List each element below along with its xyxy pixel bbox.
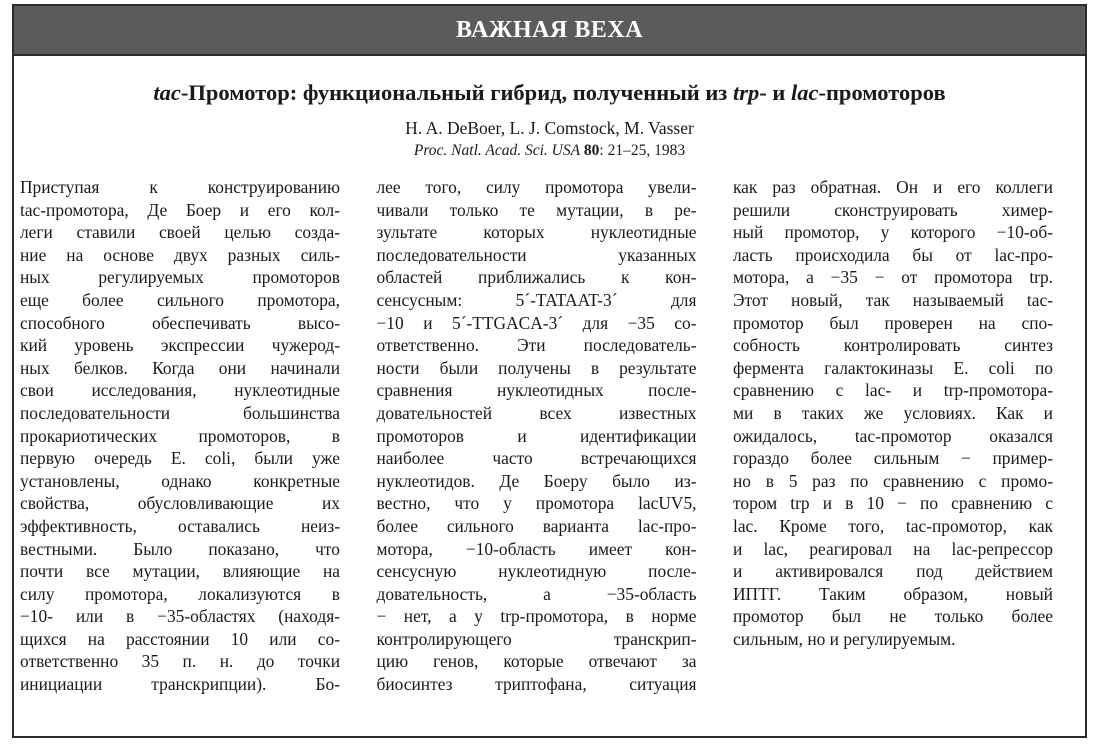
text-line: Этот новый, так называемый tac- [733, 289, 1053, 310]
column-3 [733, 176, 1053, 696]
text-line: контролирующего транскрип- [376, 628, 697, 649]
text-line: сенсусную нуклеотидную после- [376, 561, 697, 582]
text-line: нуклеотидов. Де Боеру было из- [376, 470, 697, 491]
column-2 [377, 176, 697, 696]
text-line: свойства, обусловливающие их [20, 493, 340, 514]
text-line: lac. Кроме того, tac-промотор, как [733, 515, 1053, 536]
text-line: прокариотических промоторов, в [20, 425, 340, 446]
authors: H. A. DeBoer, L. J. Comstock, M. Vasser [405, 117, 694, 138]
text-line: биосинтез триптофана, ситуация [376, 674, 697, 695]
text-line: наиболее часто встречающихся [376, 448, 697, 469]
text-line: промотор был проверен на спо- [733, 312, 1053, 333]
text-line: фермента галактокиназы E. coli по [733, 357, 1053, 378]
text-line: ности были получены в результате [376, 357, 697, 378]
text-line: решили сконструировать химер- [733, 199, 1053, 220]
text-line: ласть происходила бы от lac-про- [733, 244, 1053, 265]
text-line: ми в таких же условиях. Как и [733, 402, 1053, 423]
text-line: Приступая к конструированию [20, 177, 340, 197]
text-line: tac-промотора, Де Боер и его кол- [20, 199, 340, 220]
text-line: силу промотора, локализуются в [20, 583, 340, 604]
column-1 [20, 176, 340, 696]
text-line: сравнению с lac- и trp-промотора- [733, 380, 1053, 401]
text-line: еще более сильного промотора, [20, 289, 340, 310]
text-line: чивали только те мутации, в ре- [376, 199, 697, 220]
text-line: ных регулируемых промоторов [20, 267, 340, 288]
text-line: кий уровень экспрессии чужерод- [20, 335, 340, 356]
text-line: но в 5 раз по сравнению с промо- [733, 470, 1053, 491]
text-line: зультате которых нуклеотидные [376, 222, 697, 243]
text-line: более сильного варианта lac-про- [376, 515, 697, 536]
text-line: почти все мутации, влияющие на [20, 561, 340, 582]
text-line: вестными. Было показано, что [20, 538, 340, 559]
text-line: ных белков. Когда они начинали [20, 357, 340, 378]
title-text-1: -Промотор: функциональный гибрид, полученный из [180, 80, 733, 105]
text-line: цию генов, которые отвечают за [376, 651, 697, 672]
text-line: инициации транскрипции). Бо- [20, 674, 340, 695]
text-line: ответственно. Эти последователь- [376, 335, 697, 356]
milestone-banner [14, 6, 1085, 56]
text-line: установлены, однако конкретные [20, 470, 340, 491]
citation [14, 143, 1085, 159]
text-line: эффективность, оставались неиз- [20, 515, 340, 536]
title-trp: trp [732, 80, 760, 105]
text-line: −10- или в −35-областях (находя- [20, 606, 340, 627]
text-line: щихся на расстоянии 10 или со- [20, 628, 340, 649]
journal-pages: : 21–25, 1983 [599, 142, 686, 159]
text-line: свои исследования, нуклеотидные [20, 380, 340, 401]
text-line: ный промотор, у которого −10-об- [733, 222, 1053, 243]
text-line: мотора, −10-область имеет кон- [376, 538, 697, 559]
text-line: лее того, силу промотора увели- [376, 177, 697, 197]
text-line: ожидалось, tac-промотор оказался [733, 425, 1053, 446]
text-line: собность контролировать синтез [733, 335, 1053, 356]
journal-name: Proc. Natl. Acad. Sci. USA [413, 142, 581, 159]
text-line: тором trp и в 10 − по сравнению с [733, 493, 1053, 514]
text-line: − нет, а у trp-промотора, в норме [376, 606, 697, 627]
text-line: ответственно 35 п. н. до точки [20, 651, 340, 672]
text-line: мотора, а −35 − от промотора trp. [733, 267, 1053, 288]
title-lac: lac [790, 80, 819, 105]
text-line: сравнения нуклеотидных после- [376, 380, 697, 401]
text-line: ние на основе двух разных силь- [20, 244, 340, 265]
text-line: довательность, а −35-область [376, 583, 697, 604]
text-line: способного обеспечивать высо- [20, 312, 340, 333]
title-text-3: -промоторов [818, 80, 946, 105]
text-line: гораздо более сильным − пример- [733, 448, 1053, 469]
article-title [14, 82, 1085, 105]
title-text-2: - и [759, 80, 791, 105]
text-line: последовательности большинства [20, 402, 340, 423]
text-line: леги ставили своей целью созда- [20, 222, 340, 243]
journal-volume: 80 [583, 142, 600, 159]
text-line: ИПТГ. Таким образом, новый [733, 583, 1053, 604]
banner-text: ВАЖНАЯ ВЕХА [455, 16, 644, 43]
text-line: сенсусным: 5´-TATAAT-3´ для [376, 289, 697, 310]
text-line: и активировался под действием [733, 561, 1053, 582]
text-line: областей приближались к кон- [376, 267, 697, 288]
body-columns [20, 176, 1053, 696]
text-line: как раз обратная. Он и его коллеги [733, 177, 1053, 197]
text-line: −10 и 5´-TTGACA-3´ для −35 со- [376, 312, 697, 333]
text-line: довательностей всех известных [376, 402, 697, 423]
text-line: последовательности указанных [376, 244, 697, 265]
text-line: промотор был не только более [733, 606, 1053, 627]
text-line: вестно, что у промотора lacUV5, [376, 493, 697, 514]
text-line: промоторов и идентификации [376, 425, 697, 446]
title-tac: tac [153, 80, 181, 105]
text-line: сильным, но и регулируемым. [733, 628, 956, 649]
text-line: первую очередь E. coli, были уже [20, 448, 340, 469]
text-line: и lac, реагировал на lac-репрессор [733, 538, 1053, 559]
